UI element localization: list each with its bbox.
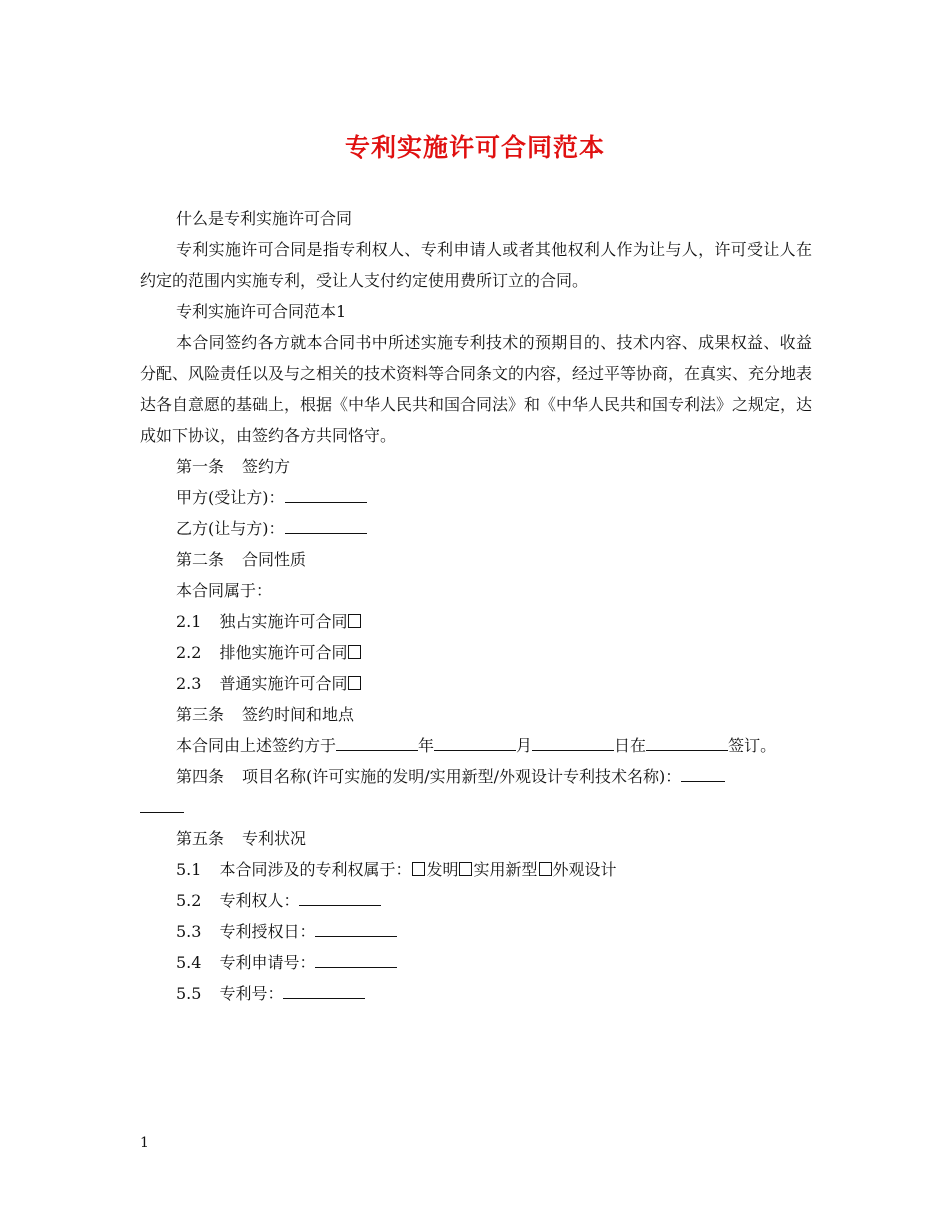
definition-paragraph: 专利实施许可合同是指专利权人、专利申请人或者其他权利人作为让与人，许可受让人在约定的范围内实施专利，受让人支付约定使用费所订立的合同。 — [140, 240, 812, 290]
article-2-heading — [140, 544, 812, 575]
article-3-heading — [140, 699, 812, 730]
checkbox-icon — [459, 862, 472, 876]
signing-suffix: 签订。 — [728, 736, 777, 755]
article-1-title: 签约方 — [242, 457, 291, 476]
year-blank — [336, 732, 418, 751]
month-label: 月 — [516, 736, 533, 755]
party-b-blank — [285, 515, 367, 534]
item-5-2-number: 5.2 — [176, 891, 202, 910]
article-5-heading — [140, 823, 812, 854]
item-5-1 — [140, 854, 812, 885]
contract-belongs-line: 本合同属于： — [176, 581, 273, 600]
article-1-heading — [140, 451, 812, 482]
party-a-label: 甲方(受让方)： — [176, 488, 285, 507]
signing-line — [140, 730, 812, 761]
application-number-blank — [315, 949, 397, 968]
item-5-1-text: 本合同涉及的专利权属于： — [219, 860, 412, 879]
option-2-1-text: 独占实施许可合同 — [219, 612, 348, 631]
option-invention: 发明 — [426, 860, 459, 879]
option-2-3-number: 2.3 — [176, 674, 202, 693]
article-1-number: 第一条 — [176, 457, 225, 476]
item-5-3-text: 专利授权日： — [219, 922, 316, 941]
article-2-number: 第二条 — [176, 550, 225, 569]
signing-prefix: 本合同由上述签约方于 — [176, 736, 337, 755]
document-body — [140, 203, 812, 1009]
project-name-blank — [681, 763, 725, 782]
day-blank — [532, 732, 614, 751]
item-5-2-text: 专利权人： — [219, 891, 300, 910]
preamble-paragraph: 本合同签约各方就本合同书中所述实施专利技术的预期目的、技术内容、成果权益、收益分配、风险责任以及与之相关的技术资料等合同条文的内容，经过平等协商，在真实、充分地表达各自意愿的基础上，根据《中华人民共和国合同法》和《中华人民共和国专利法》之规定，达成如下协议，由签约各方共同恪守。 — [140, 333, 813, 445]
patentee-blank — [299, 887, 381, 906]
article-3-title: 签约时间和地点 — [242, 705, 355, 724]
document-title: 专利实施许可合同范本 — [344, 133, 605, 162]
grant-date-blank — [315, 918, 397, 937]
checkbox-icon — [348, 614, 361, 628]
article-5-number: 第五条 — [176, 829, 225, 848]
option-2-2-text: 排他实施许可合同 — [219, 643, 348, 662]
option-utility-model: 实用新型 — [473, 860, 538, 879]
option-2-3 — [140, 668, 812, 699]
checkbox-icon — [348, 645, 361, 659]
item-5-5 — [140, 978, 812, 1009]
item-5-4-text: 专利申请号： — [219, 953, 316, 972]
sample-heading: 专利实施许可合同范本1 — [176, 302, 347, 321]
option-2-3-text: 普通实施许可合同 — [219, 674, 348, 693]
article-4-continuation — [140, 792, 812, 823]
item-5-1-number: 5.1 — [176, 860, 202, 879]
party-b-label: 乙方(让与方)： — [176, 519, 285, 538]
checkbox-icon — [348, 676, 361, 690]
year-label: 年 — [418, 736, 435, 755]
party-a-blank — [285, 484, 367, 503]
article-4-text: 项目名称(许可实施的发明/实用新型/外观设计专利技术名称)： — [242, 767, 682, 786]
patent-number-blank — [283, 980, 365, 999]
day-label: 日在 — [614, 736, 647, 755]
article-5-title: 专利状况 — [242, 829, 307, 848]
question-heading: 什么是专利实施许可合同 — [176, 209, 353, 228]
option-2-2 — [140, 637, 812, 668]
project-name-blank-continued — [140, 794, 184, 813]
place-blank — [646, 732, 728, 751]
option-2-1-number: 2.1 — [176, 612, 202, 631]
checkbox-icon — [539, 862, 552, 876]
article-3-number: 第三条 — [176, 705, 225, 724]
option-design: 外观设计 — [552, 860, 617, 879]
item-5-3 — [140, 916, 812, 947]
page-number: 1 — [140, 1135, 149, 1151]
article-4-line — [140, 761, 812, 792]
item-5-4-number: 5.4 — [176, 953, 202, 972]
option-2-2-number: 2.2 — [176, 643, 202, 662]
party-b-line — [140, 513, 812, 544]
item-5-5-number: 5.5 — [176, 984, 202, 1003]
checkbox-icon — [412, 862, 425, 876]
item-5-4 — [140, 947, 812, 978]
item-5-2 — [140, 885, 812, 916]
item-5-5-text: 专利号： — [219, 984, 284, 1003]
party-a-line — [140, 482, 812, 513]
article-4-number: 第四条 — [176, 767, 225, 786]
item-5-3-number: 5.3 — [176, 922, 202, 941]
option-2-1 — [140, 606, 812, 637]
month-blank — [434, 732, 516, 751]
article-2-title: 合同性质 — [242, 550, 307, 569]
